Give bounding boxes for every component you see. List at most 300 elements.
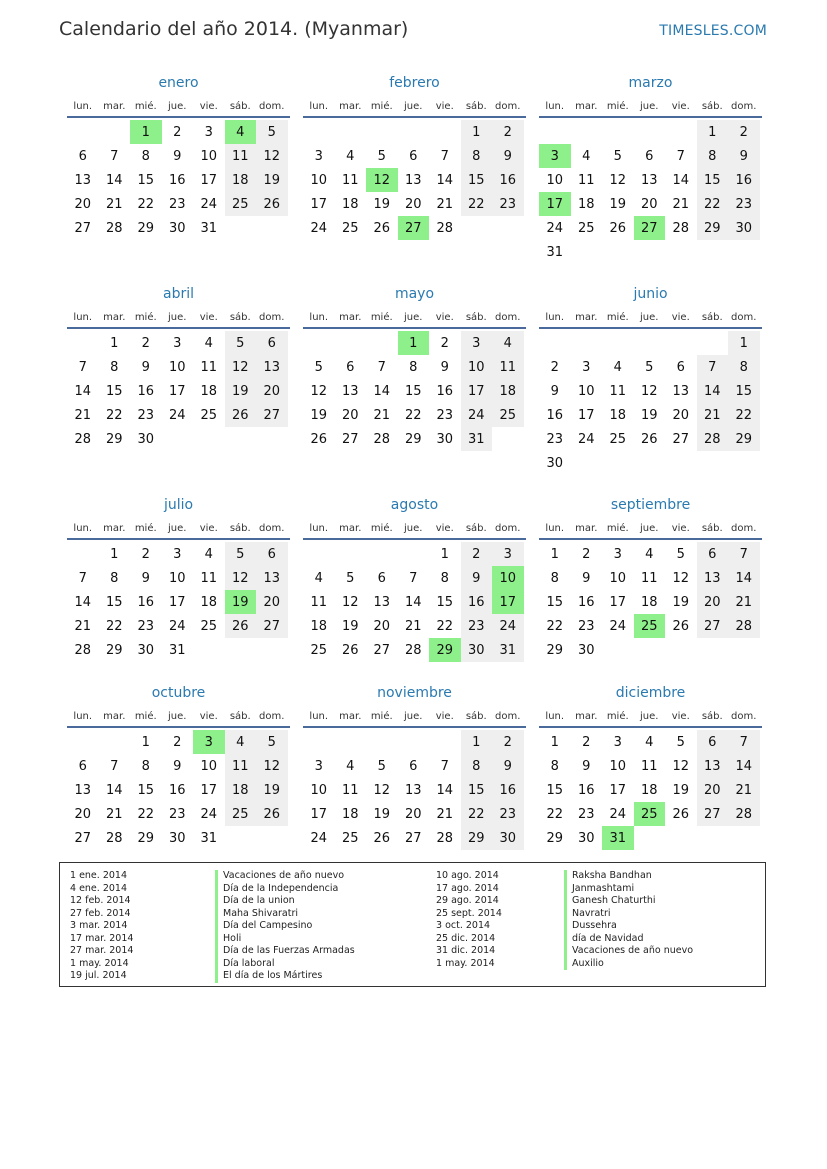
day-cell: 13 xyxy=(256,566,288,590)
day-cell: 12 xyxy=(373,782,391,798)
weekday-label: sáb. xyxy=(701,100,723,112)
day-cell: 10 xyxy=(310,782,328,798)
weekday-label: jue. xyxy=(404,710,423,722)
day-cell: 9 xyxy=(141,570,150,586)
day-grid xyxy=(67,120,290,240)
weekday-label: vie. xyxy=(199,710,218,722)
weekday-label: jue. xyxy=(640,710,659,722)
day-cell: 29 xyxy=(105,431,123,447)
day-cell: 3 xyxy=(613,734,622,750)
weekday-label: mar. xyxy=(103,710,126,722)
empty-day-cell xyxy=(335,331,367,355)
day-cell: 23 xyxy=(492,192,524,216)
weekday-label: sáb. xyxy=(701,311,723,323)
weekday-label: lun. xyxy=(545,311,565,323)
day-cell: 25 xyxy=(310,642,328,658)
day-cell: 31 xyxy=(546,244,564,260)
day-cell: 2 xyxy=(492,730,524,754)
day-cell: 20 xyxy=(640,196,658,212)
day-cell: 25 xyxy=(341,220,359,236)
empty-day-cell xyxy=(366,542,398,566)
legend-date: 31 dic. 2014 xyxy=(436,945,496,956)
weekday-header xyxy=(539,518,762,540)
day-grid xyxy=(539,542,762,662)
weekday-label: jue. xyxy=(168,100,187,112)
day-cell: 29 xyxy=(546,830,564,846)
weekday-label: mar. xyxy=(575,522,598,534)
weekday-label: sáb. xyxy=(465,522,487,534)
weekday-label: mar. xyxy=(339,522,362,534)
day-cell: 19 xyxy=(373,196,391,212)
day-cell: 3 xyxy=(582,359,591,375)
day-cell: 4 xyxy=(314,570,323,586)
day-cell: 13 xyxy=(404,172,422,188)
day-cell: 16 xyxy=(492,168,524,192)
empty-day-cell xyxy=(539,120,571,144)
day-cell: 14 xyxy=(404,594,422,610)
day-cell: 21 xyxy=(105,196,123,212)
day-cell: 11 xyxy=(310,594,328,610)
weekday-label: sáb. xyxy=(701,710,723,722)
day-cell: 4 xyxy=(613,359,622,375)
day-cell: 16 xyxy=(168,172,186,188)
legend-holiday-name: Ganesh Chaturthi xyxy=(564,895,693,908)
empty-day-cell xyxy=(634,120,666,144)
empty-day-cell xyxy=(335,542,367,566)
legend-holiday-name: Vacaciones de año nuevo xyxy=(564,945,693,958)
day-cell: 18 xyxy=(640,782,658,798)
weekday-label: dom. xyxy=(259,100,285,112)
day-cell: 16 xyxy=(461,590,493,614)
day-cell: 27 xyxy=(697,802,729,826)
day-cell: 7 xyxy=(78,359,87,375)
weekday-label: lun. xyxy=(545,710,565,722)
day-cell: 2 xyxy=(141,335,150,351)
weekday-label: mié. xyxy=(370,311,393,323)
day-cell: 26 xyxy=(256,802,288,826)
day-cell: 4 xyxy=(225,730,257,754)
day-cell: 18 xyxy=(225,168,257,192)
weekday-label: mar. xyxy=(575,710,598,722)
legend-date: 12 feb. 2014 xyxy=(70,895,131,906)
day-cell: 14 xyxy=(728,754,760,778)
day-cell: 28 xyxy=(373,431,391,447)
day-cell: 12 xyxy=(672,570,690,586)
day-cell: 20 xyxy=(404,196,422,212)
day-cell: 23 xyxy=(577,618,595,634)
weekday-label: dom. xyxy=(259,710,285,722)
day-cell: 4 xyxy=(645,734,654,750)
day-cell: 26 xyxy=(373,220,391,236)
weekday-label: mié. xyxy=(606,710,629,722)
day-cell: 2 xyxy=(550,359,559,375)
day-cell: 16 xyxy=(577,594,595,610)
weekday-label: jue. xyxy=(168,522,187,534)
day-cell: 26 xyxy=(225,403,257,427)
day-cell: 29 xyxy=(105,642,123,658)
day-cell: 22 xyxy=(105,618,123,634)
empty-day-cell xyxy=(429,730,461,754)
weekday-header xyxy=(303,706,526,728)
day-cell: 31 xyxy=(200,220,218,236)
day-cell: 19 xyxy=(256,168,288,192)
holiday-day-cell: 31 xyxy=(602,826,634,850)
day-cell: 21 xyxy=(436,806,454,822)
weekday-label: vie. xyxy=(199,522,218,534)
day-cell: 14 xyxy=(74,383,92,399)
page-title: Calendario del año 2014. (Myanmar) xyxy=(59,18,409,40)
day-cell: 18 xyxy=(200,383,218,399)
day-cell: 9 xyxy=(141,359,150,375)
day-cell: 17 xyxy=(168,383,186,399)
weekday-label: sáb. xyxy=(701,522,723,534)
day-cell: 10 xyxy=(168,359,186,375)
day-cell: 3 xyxy=(204,124,213,140)
day-cell: 3 xyxy=(173,546,182,562)
day-cell: 19 xyxy=(640,407,658,423)
weekday-label: sáb. xyxy=(229,100,251,112)
day-cell: 16 xyxy=(168,782,186,798)
legend-date: 25 sept. 2014 xyxy=(436,907,502,919)
empty-day-cell xyxy=(398,542,430,566)
day-grid xyxy=(303,542,526,662)
day-cell: 4 xyxy=(346,148,355,164)
day-cell: 10 xyxy=(577,383,595,399)
day-cell: 12 xyxy=(609,172,627,188)
day-cell: 25 xyxy=(200,618,218,634)
legend-date: 17 ago. 2014 xyxy=(436,882,499,894)
day-cell: 23 xyxy=(168,196,186,212)
weekday-label: dom. xyxy=(731,100,757,112)
day-cell: 29 xyxy=(546,642,564,658)
day-cell: 22 xyxy=(697,192,729,216)
day-cell: 28 xyxy=(105,830,123,846)
day-cell: 11 xyxy=(640,758,658,774)
day-cell: 1 xyxy=(141,734,150,750)
weekday-label: vie. xyxy=(671,100,690,112)
holiday-day-cell: 25 xyxy=(634,802,666,826)
day-cell: 13 xyxy=(672,383,690,399)
day-cell: 23 xyxy=(546,431,564,447)
weekday-label: lun. xyxy=(309,522,329,534)
day-cell: 27 xyxy=(74,220,92,236)
day-grid xyxy=(303,331,526,451)
day-cell: 12 xyxy=(225,566,257,590)
day-cell: 17 xyxy=(461,379,493,403)
empty-day-cell xyxy=(571,120,603,144)
weekday-label: mié. xyxy=(370,522,393,534)
legend-holiday-name: Día de la Independencia xyxy=(215,883,355,896)
day-cell: 25 xyxy=(225,802,257,826)
day-cell: 2 xyxy=(173,124,182,140)
weekday-label: lun. xyxy=(73,710,93,722)
weekday-label: vie. xyxy=(435,311,454,323)
day-cell: 2 xyxy=(440,335,449,351)
weekday-header xyxy=(67,706,290,728)
day-cell: 23 xyxy=(137,407,155,423)
day-cell: 22 xyxy=(461,802,493,826)
day-cell: 11 xyxy=(341,172,359,188)
day-cell: 30 xyxy=(168,220,186,236)
empty-day-cell xyxy=(429,120,461,144)
brand-link[interactable]: TIMESLES.COM xyxy=(659,23,767,39)
day-cell: 2 xyxy=(492,120,524,144)
day-cell: 28 xyxy=(74,431,92,447)
day-cell: 21 xyxy=(672,196,690,212)
month-julio xyxy=(67,494,290,662)
day-cell: 6 xyxy=(256,542,288,566)
day-cell: 11 xyxy=(225,754,257,778)
day-cell: 22 xyxy=(461,192,493,216)
weekday-label: sáb. xyxy=(229,311,251,323)
empty-day-cell xyxy=(335,120,367,144)
day-cell: 13 xyxy=(373,594,391,610)
day-cell: 28 xyxy=(672,220,690,236)
weekday-label: vie. xyxy=(671,522,690,534)
month-febrero xyxy=(303,72,526,240)
day-cell: 8 xyxy=(409,359,418,375)
day-cell: 21 xyxy=(728,778,760,802)
weekday-label: jue. xyxy=(640,522,659,534)
weekday-label: mar. xyxy=(339,100,362,112)
day-cell: 8 xyxy=(141,148,150,164)
empty-day-cell xyxy=(366,730,398,754)
weekday-label: sáb. xyxy=(229,522,251,534)
legend-holiday-name: día de Navidad xyxy=(564,933,693,946)
month-name: julio xyxy=(163,497,194,513)
day-cell: 10 xyxy=(310,172,328,188)
weekday-label: dom. xyxy=(495,100,521,112)
day-cell: 10 xyxy=(200,758,218,774)
month-name: noviembre xyxy=(377,685,452,701)
day-cell: 12 xyxy=(341,594,359,610)
day-cell: 13 xyxy=(697,566,729,590)
day-cell: 28 xyxy=(728,614,760,638)
month-name: diciembre xyxy=(615,685,686,701)
day-cell: 21 xyxy=(728,590,760,614)
day-cell: 19 xyxy=(256,778,288,802)
day-cell: 21 xyxy=(105,806,123,822)
day-cell: 9 xyxy=(492,144,524,168)
day-cell: 30 xyxy=(168,830,186,846)
day-cell: 21 xyxy=(436,196,454,212)
legend-holiday-name: Vacaciones de año nuevo xyxy=(215,870,355,883)
day-cell: 10 xyxy=(461,355,493,379)
day-cell: 6 xyxy=(256,331,288,355)
day-cell: 6 xyxy=(78,758,87,774)
day-cell: 19 xyxy=(672,782,690,798)
day-cell: 13 xyxy=(341,383,359,399)
weekday-label: lun. xyxy=(309,100,329,112)
month-name: agosto xyxy=(390,497,439,513)
day-cell: 24 xyxy=(310,830,328,846)
holiday-day-cell: 3 xyxy=(193,730,225,754)
weekday-label: mar. xyxy=(575,311,598,323)
legend-date: 27 mar. 2014 xyxy=(70,945,134,956)
day-cell: 14 xyxy=(672,172,690,188)
day-cell: 10 xyxy=(546,172,564,188)
day-cell: 18 xyxy=(577,196,595,212)
day-grid xyxy=(67,542,290,662)
weekday-label: mar. xyxy=(339,311,362,323)
day-cell: 3 xyxy=(613,546,622,562)
empty-day-cell xyxy=(665,120,697,144)
day-cell: 20 xyxy=(697,590,729,614)
day-cell: 22 xyxy=(137,196,155,212)
day-cell: 9 xyxy=(550,383,559,399)
legend-date: 1 may. 2014 xyxy=(436,957,495,969)
weekday-label: sáb. xyxy=(465,100,487,112)
month-abril xyxy=(67,283,290,451)
day-cell: 1 xyxy=(550,734,559,750)
month-septiembre xyxy=(539,494,762,662)
day-cell: 31 xyxy=(461,427,493,451)
day-cell: 6 xyxy=(346,359,355,375)
weekday-label: mié. xyxy=(606,522,629,534)
weekday-label: sáb. xyxy=(229,710,251,722)
day-cell: 28 xyxy=(74,642,92,658)
day-cell: 7 xyxy=(110,758,119,774)
day-cell: 20 xyxy=(672,407,690,423)
day-cell: 18 xyxy=(341,806,359,822)
day-cell: 5 xyxy=(377,148,386,164)
day-cell: 8 xyxy=(110,359,119,375)
day-cell: 1 xyxy=(697,120,729,144)
day-cell: 29 xyxy=(404,431,422,447)
day-cell: 21 xyxy=(373,407,391,423)
weekday-header xyxy=(539,307,762,329)
day-cell: 22 xyxy=(546,806,564,822)
day-cell: 25 xyxy=(492,403,524,427)
weekday-label: mar. xyxy=(103,522,126,534)
weekday-label: mar. xyxy=(339,710,362,722)
empty-day-cell xyxy=(99,730,131,754)
day-cell: 24 xyxy=(461,403,493,427)
weekday-header xyxy=(303,307,526,329)
day-cell: 23 xyxy=(461,614,493,638)
holiday-day-cell: 4 xyxy=(225,120,257,144)
legend-date: 25 dic. 2014 xyxy=(436,932,496,944)
day-cell: 16 xyxy=(728,168,760,192)
day-cell: 1 xyxy=(440,546,449,562)
day-cell: 7 xyxy=(377,359,386,375)
day-cell: 5 xyxy=(377,758,386,774)
day-cell: 15 xyxy=(436,594,454,610)
day-cell: 22 xyxy=(404,407,422,423)
day-cell: 8 xyxy=(440,570,449,586)
day-cell: 26 xyxy=(256,192,288,216)
legend-holiday-name: Día del Campesino xyxy=(215,920,355,933)
day-cell: 13 xyxy=(74,172,92,188)
day-cell: 28 xyxy=(436,220,454,236)
legend-holiday-name: Janmashtami xyxy=(564,883,693,896)
day-cell: 22 xyxy=(728,403,760,427)
weekday-label: jue. xyxy=(168,710,187,722)
month-diciembre xyxy=(539,682,762,850)
day-cell: 17 xyxy=(609,782,627,798)
legend-holiday-name: Día laboral xyxy=(215,958,355,971)
holiday-day-cell: 17 xyxy=(492,590,524,614)
day-cell: 18 xyxy=(341,196,359,212)
weekday-label: jue. xyxy=(168,311,187,323)
weekday-label: lun. xyxy=(309,311,329,323)
weekday-label: dom. xyxy=(731,522,757,534)
day-cell: 28 xyxy=(728,802,760,826)
day-cell: 27 xyxy=(697,614,729,638)
weekday-label: vie. xyxy=(671,311,690,323)
day-cell: 2 xyxy=(582,734,591,750)
month-marzo xyxy=(539,72,762,264)
weekday-label: mié. xyxy=(134,100,157,112)
weekday-label: mar. xyxy=(575,100,598,112)
day-cell: 16 xyxy=(492,778,524,802)
day-cell: 13 xyxy=(640,172,658,188)
day-cell: 14 xyxy=(728,566,760,590)
day-cell: 6 xyxy=(645,148,654,164)
weekday-label: jue. xyxy=(640,311,659,323)
day-cell: 8 xyxy=(697,144,729,168)
day-cell: 19 xyxy=(341,618,359,634)
day-cell: 28 xyxy=(404,642,422,658)
day-cell: 2 xyxy=(173,734,182,750)
legend-holiday-name: Navratri xyxy=(564,908,693,921)
day-cell: 15 xyxy=(728,379,760,403)
day-cell: 2 xyxy=(582,546,591,562)
legend-date: 1 may. 2014 xyxy=(70,957,129,969)
day-cell: 21 xyxy=(404,618,422,634)
day-cell: 3 xyxy=(173,335,182,351)
day-cell: 25 xyxy=(341,830,359,846)
weekday-header xyxy=(67,96,290,118)
day-cell: 14 xyxy=(105,172,123,188)
day-cell: 15 xyxy=(461,168,493,192)
day-cell: 19 xyxy=(609,196,627,212)
day-cell: 17 xyxy=(310,806,328,822)
day-cell: 24 xyxy=(609,618,627,634)
day-cell: 16 xyxy=(137,383,155,399)
day-cell: 27 xyxy=(256,614,288,638)
day-grid xyxy=(539,730,762,850)
month-junio xyxy=(539,283,762,475)
day-cell: 30 xyxy=(137,642,155,658)
month-noviembre xyxy=(303,682,526,850)
weekday-label: dom. xyxy=(495,522,521,534)
weekday-label: dom. xyxy=(731,311,757,323)
day-cell: 19 xyxy=(672,594,690,610)
day-cell: 30 xyxy=(577,830,595,846)
legend-holiday-name: Raksha Bandhan xyxy=(564,870,693,883)
day-cell: 15 xyxy=(105,594,123,610)
day-cell: 16 xyxy=(546,407,564,423)
day-cell: 15 xyxy=(461,778,493,802)
holiday-day-cell: 19 xyxy=(225,590,257,614)
day-cell: 1 xyxy=(728,331,760,355)
legend-dates-left xyxy=(70,870,133,983)
day-cell: 19 xyxy=(310,407,328,423)
day-cell: 26 xyxy=(672,806,690,822)
day-cell: 5 xyxy=(676,734,685,750)
day-cell: 3 xyxy=(461,331,493,355)
day-cell: 5 xyxy=(256,730,288,754)
day-cell: 23 xyxy=(577,806,595,822)
day-cell: 15 xyxy=(546,594,564,610)
weekday-label: jue. xyxy=(404,522,423,534)
day-cell: 8 xyxy=(110,570,119,586)
day-cell: 11 xyxy=(577,172,595,188)
month-name: septiembre xyxy=(610,497,691,513)
day-cell: 2 xyxy=(141,546,150,562)
weekday-label: vie. xyxy=(435,710,454,722)
